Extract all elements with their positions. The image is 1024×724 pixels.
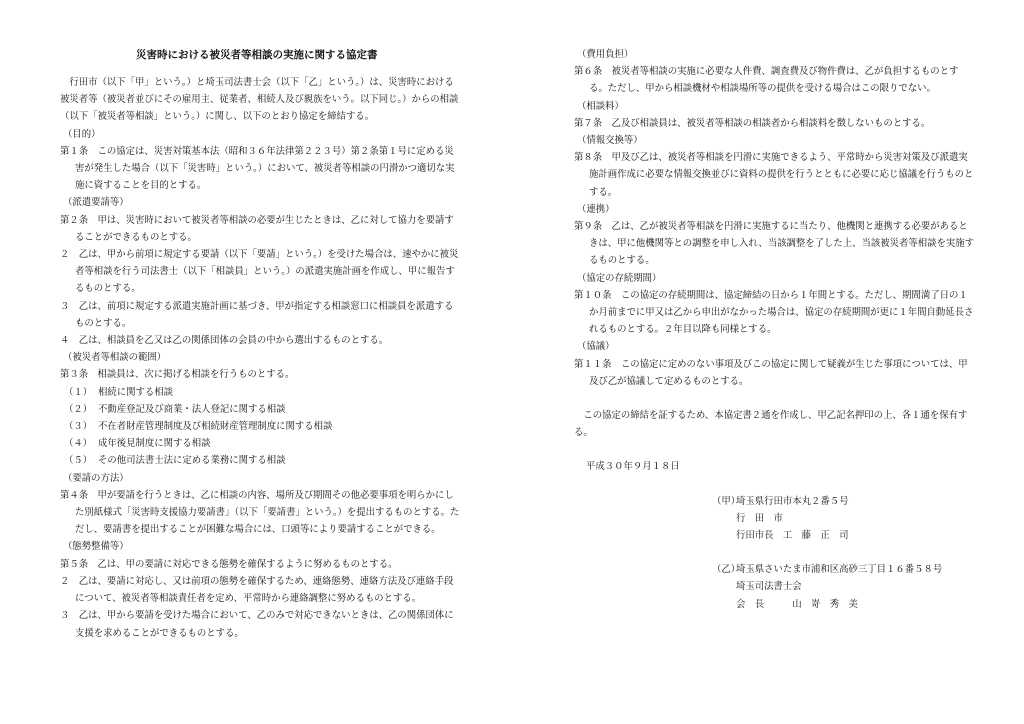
spacer <box>574 544 974 561</box>
left-column <box>60 46 460 642</box>
party-b-block <box>574 561 974 613</box>
party-b-name: 埼玉司法書士会 <box>736 581 802 593</box>
party-a-block <box>574 493 974 545</box>
list-item-text: 不動産登記及び商業・法人登記に関する相談 <box>98 403 286 415</box>
spacer <box>574 390 974 407</box>
list-item-text: その他司法書士法に定める業務に関する相談 <box>98 455 286 467</box>
article-heading: （目的） <box>63 128 101 140</box>
article-text: 第５条 乙は、甲の要請に対応できる態勢を確保するように努めるものとする。 <box>60 558 398 570</box>
document-title: 災害時における被災者等相談の実施に関する協定書 <box>136 49 378 61</box>
article-text: 第１条 この協定は、災害対策基本法（昭和３６年法律第２２３号）第２条第１号に定める災害が発生した場合（以下「災害時」という。）において、被災者等相談の円滑かつ適切な実施に資することを目的とする。 <box>60 145 455 192</box>
agreement-date: 平成３０年９月１８日 <box>586 461 680 473</box>
list-item-number: （４） <box>64 438 93 450</box>
spacer <box>574 441 974 458</box>
list-item <box>60 384 460 401</box>
article-paragraph: ４ 乙は、相談員を乙又は乙の関係団体の会員の中から選出するものとする。 <box>60 335 389 347</box>
article-heading: （協議） <box>577 341 615 353</box>
article-paragraph: ３ 乙は、前項に規定する派遣実施計画に基づき、甲が指定する相談窓口に相談員を派遣するものとする。 <box>60 300 454 329</box>
party-a-name: 行 田 市 <box>736 512 783 524</box>
article-text: 第４条 甲が要請を行うときは、乙に相談の内容、場所及び期間その他必要事項を明らかにした別紙様式「災害時支援協力要請書」（以下「要請書」という。）を提出するものとする。ただし、要請書を提出することが困難な場合には、口頭等により要請することができる。 <box>60 489 460 536</box>
article-text: 第７条 乙及び相談員は、被災者等相談の相談者から相談料を徴しないものとする。 <box>574 117 931 129</box>
list-item-number: （２） <box>64 403 93 415</box>
party-b-address: 埼玉県さいたま市浦和区高砂三丁目１６番５８号 <box>736 564 943 576</box>
article-text: 第６条 被災者等相談の実施に必要な人件費、調査費及び物件費は、乙が負担するものとする。ただし、甲から相談機材や相談場所等の提供を受ける場合はこの限りでない。 <box>574 66 959 95</box>
article-text: 第９条 乙は、乙が被災者等相談を円滑に実施するに当たり、他機関と連携する必要があるときは、甲に他機関等との調整を申し入れ、当該調整を了した上、当該被災者等相談を実施するものとする。 <box>574 221 974 267</box>
article-heading: （費用負担） <box>577 49 634 60</box>
article-heading: （相談料） <box>577 100 624 112</box>
article-heading: （派遣要請等） <box>63 197 129 209</box>
left-articles <box>60 126 460 642</box>
intro-paragraph: 行田市（以下「甲」という。）と埼玉司法書士会（以下「乙」という。）は、災害時における被災者等（被災者並びにその雇用主、従業者、相続人及び親族をいう。以下同じ。）からの相談（以下「被災者等相談」という。）に関し、以下のとおり協定を締結する。 <box>60 77 459 123</box>
list-item-text: 相続に関する相談 <box>98 386 174 398</box>
article-paragraph: ２ 乙は、要請に対応し、又は前項の態勢を確保するため、連絡態勢、連絡方法及び連絡手段について、被災者等相談責任者を定め、平常時から連絡調整に努めるものとする。 <box>60 575 454 605</box>
article-paragraph: ２ 乙は、甲から前項に規定する要請（以下「要請」という。）を受けた場合は、速やかに被災者等相談を行う司法書士（以下「相談員」という。）の派遣実施計画を作成し、甲に報告するものとする。 <box>60 249 459 295</box>
list-item <box>60 435 460 452</box>
closing-paragraph: この協定の締結を証するため、本協定書２通を作成し、甲乙記名押印の上、各１通を保有する。 <box>574 410 968 439</box>
party-a-address: 埼玉県行田市本丸２番５号 <box>736 495 849 507</box>
right-articles <box>574 46 974 390</box>
list-item-text: 不在者財産管理制度及び相続財産管理制度に関する相談 <box>98 421 333 433</box>
article-heading: （態勢整備等） <box>63 541 129 553</box>
article-text: 第２条 甲は、災害時において被災者等相談の必要が生じたときは、乙に対して協力を要請することができるものとする。 <box>60 214 454 243</box>
spacer <box>574 476 974 493</box>
list-item <box>60 418 460 435</box>
list-item-text: 成年後見制度に関する相談 <box>98 438 211 450</box>
article-heading: （協定の存続期間） <box>577 272 662 284</box>
party-a-representative: 行田市長 工 藤 正 司 <box>736 530 849 542</box>
article-heading: （被災者等相談の範囲） <box>63 352 167 364</box>
list-item-number: （５） <box>64 455 93 467</box>
article-heading: （連携） <box>577 203 615 215</box>
article-heading: （要請の方法） <box>63 472 129 484</box>
party-a-tag: （甲） <box>712 495 741 507</box>
right-column <box>574 46 974 613</box>
article-text: 第８条 甲及び乙は、被災者等相談を円滑に実施できるよう、平常時から災害対策及び派遣実施計画作成に必要な情報交換並びに資料の提供を行うとともに必要に応じ協議を行うものとする。 <box>574 152 974 198</box>
list-item-number: （１） <box>64 386 93 398</box>
list-item <box>60 401 460 418</box>
list-item-number: （３） <box>64 421 93 433</box>
article-text: 第１０条 この協定の存続期間は、協定締結の日から１年間とする。ただし、期間満了日の１か月前までに甲又は乙から申出がなかった場合は、協定の存続期間が更に１年間自動延長されるものとする。２年目以降も同様とする。 <box>574 289 974 336</box>
article-heading: （情報交換等） <box>577 135 643 147</box>
article-text: 第１１条 この協定に定めのない事項及びこの協定に関して疑義が生じた事項については、甲及び乙が協議して定めるものとする。 <box>574 358 968 387</box>
list-item <box>60 452 460 469</box>
article-text: 第３条 相談員は、次に掲げる相談を行うものとする。 <box>60 369 295 381</box>
party-b-tag: （乙） <box>712 564 741 576</box>
article-paragraph: ３ 乙は、甲から要請を受けた場合において、乙のみで対応できないときは、乙の関係団体に支援を求めることができるものとする。 <box>60 610 454 639</box>
party-b-representative: 会 長 山 嵜 秀 美 <box>736 598 858 610</box>
